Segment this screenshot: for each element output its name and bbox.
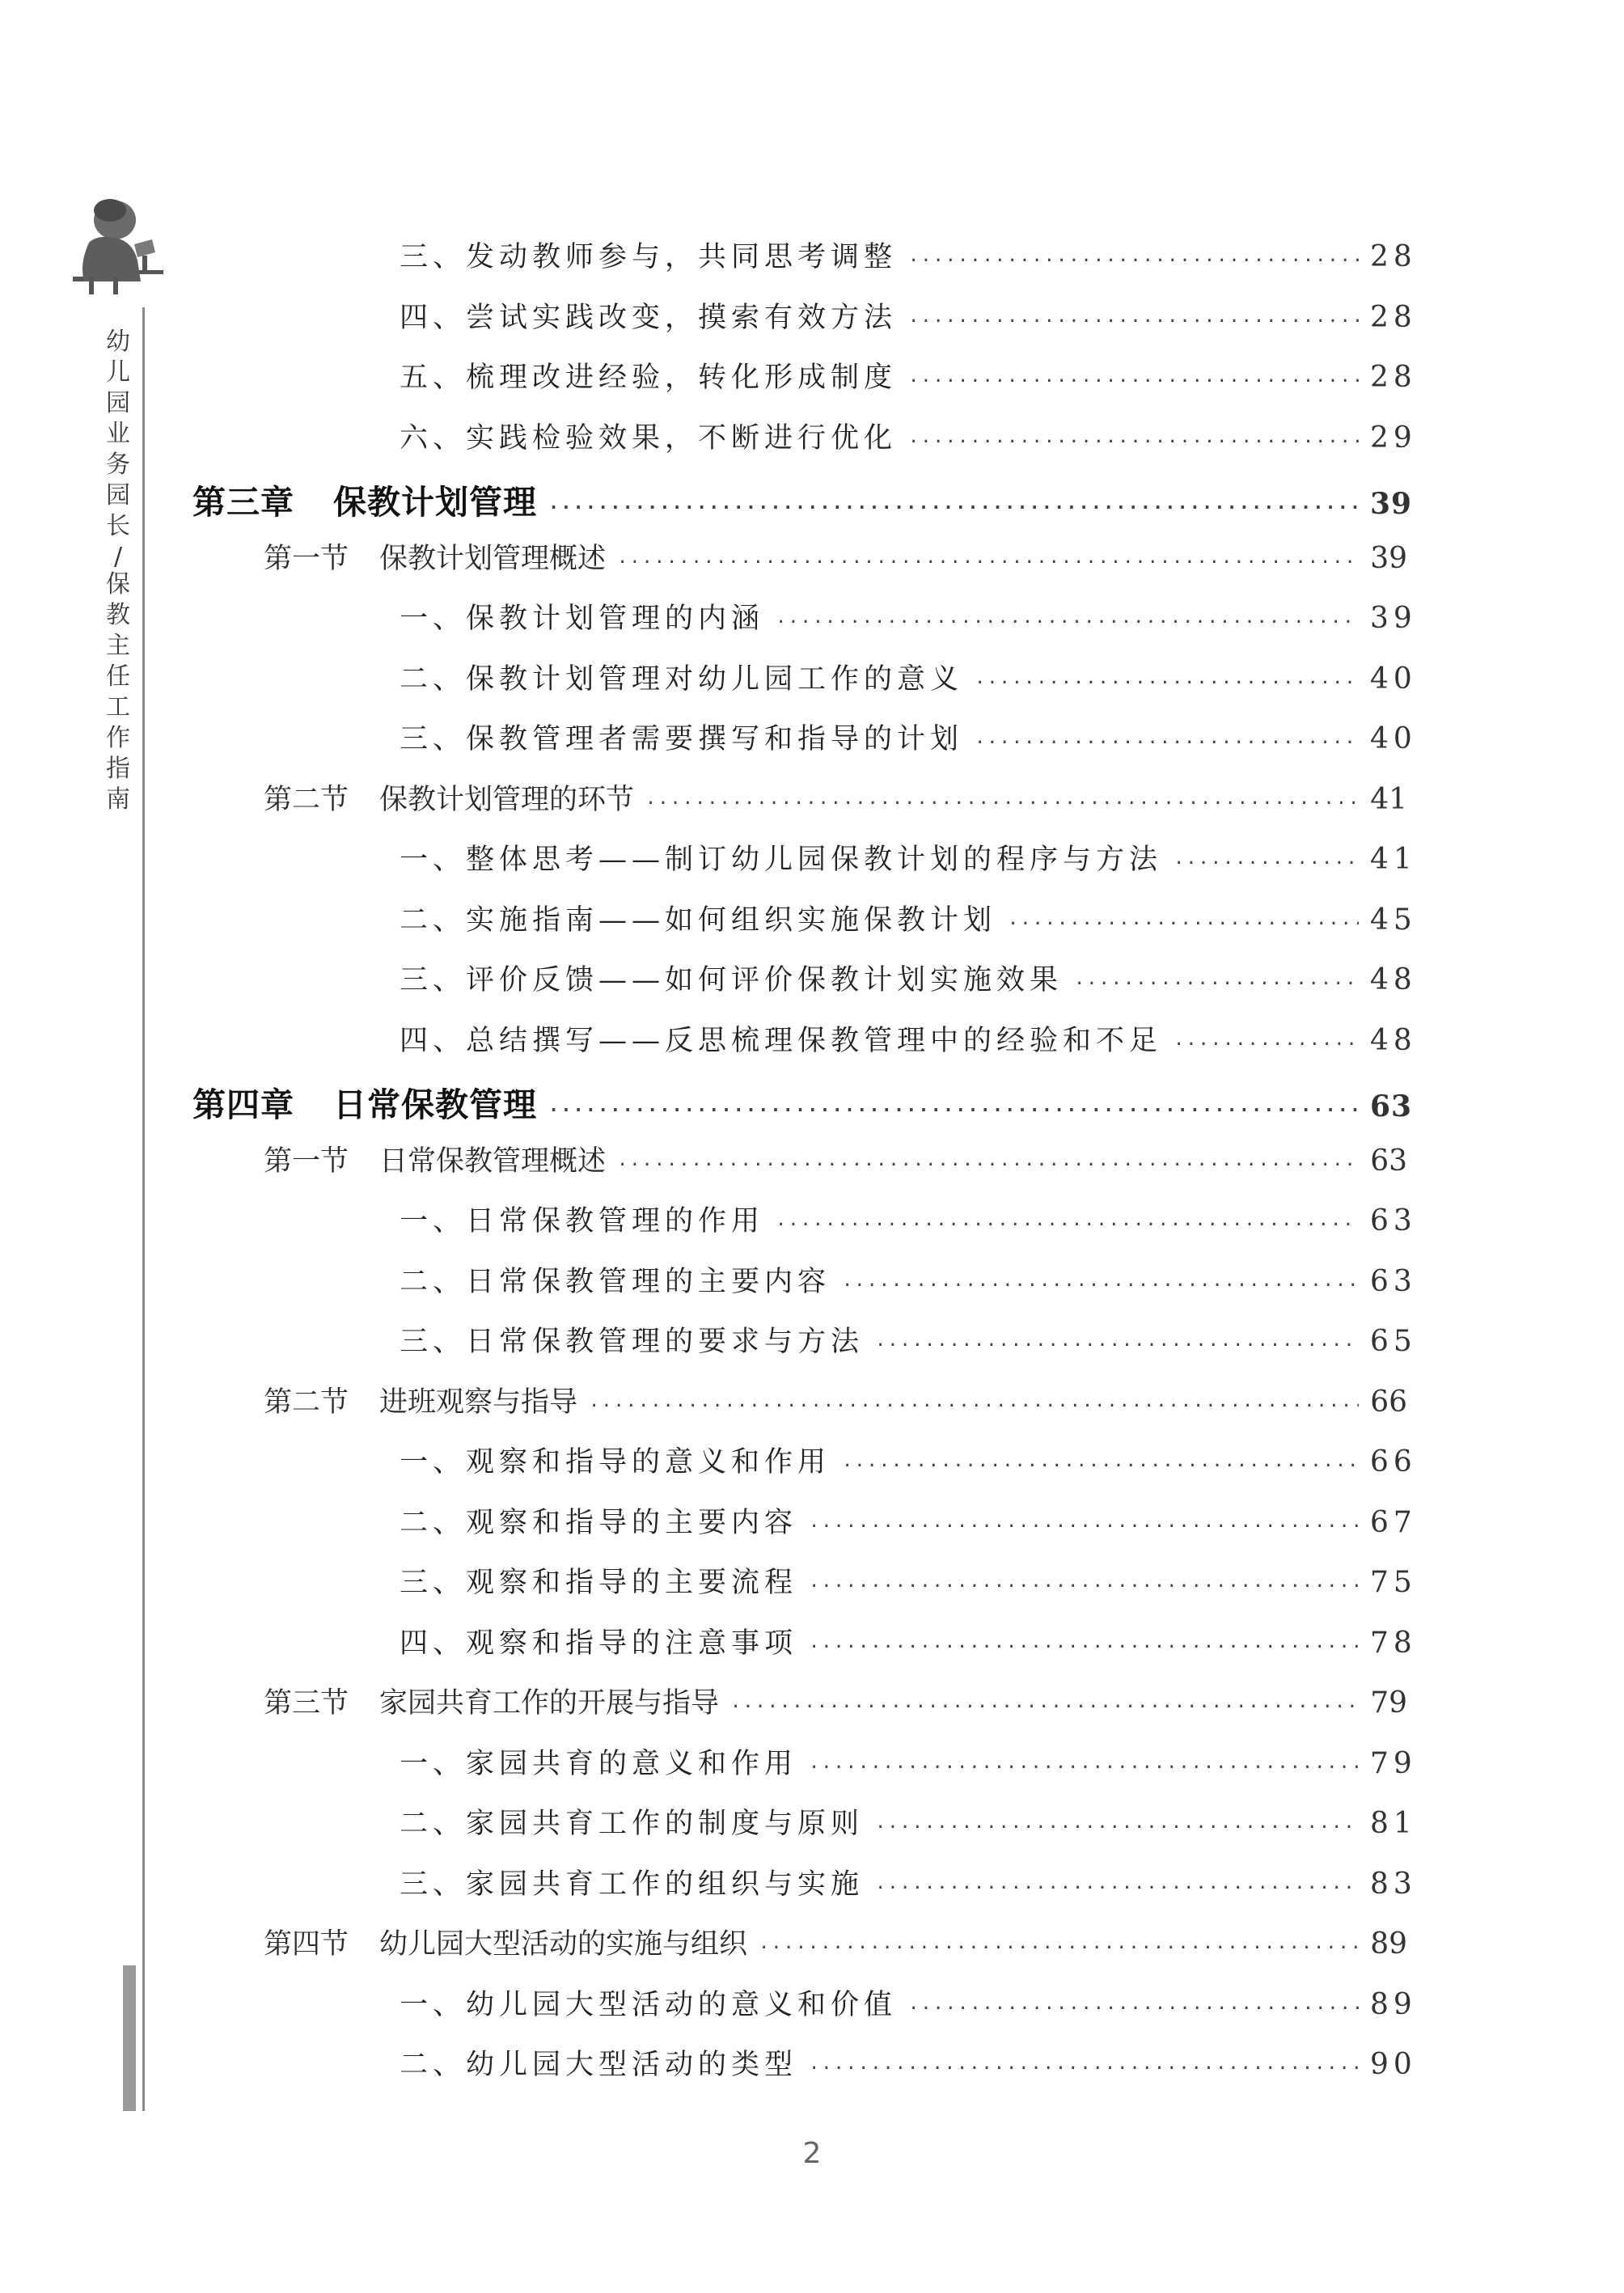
- toc-page-number: 78: [1370, 1626, 1417, 1660]
- toc-item-row[interactable]: [400, 2042, 1417, 2083]
- toc-entry-title: 四、总结撰写——反思梳理保教管理中的经验和不足: [400, 1024, 1163, 1057]
- side-title-char: 儿: [106, 358, 130, 387]
- toc-entry-label: [400, 2042, 797, 2083]
- toc-entry-label: [400, 1982, 897, 2023]
- toc-entry-title: 一、保教计划管理的内涵: [400, 603, 765, 635]
- toc-page-number: 48: [1370, 1023, 1417, 1057]
- toc-entry-number: 第一节: [264, 1144, 349, 1178]
- toc-entry-title: 四、尝试实践改变，摸索有效方法: [400, 301, 898, 334]
- dot-leader: [842, 1276, 1359, 1296]
- toc-entry-number: 第四节: [264, 1928, 349, 1961]
- dot-leader: [809, 1637, 1359, 1657]
- toc-entry-label: [400, 1440, 831, 1480]
- toc-entry-label: [400, 295, 897, 336]
- toc-entry-label: [400, 1862, 864, 1902]
- dot-leader: [730, 1697, 1359, 1717]
- toc-section-row[interactable]: [264, 777, 1407, 818]
- side-title-char: 园: [106, 389, 130, 417]
- toc-item-row[interactable]: [400, 235, 1417, 275]
- toc-page-number: 40: [1370, 722, 1417, 755]
- toc-page-number: 67: [1370, 1505, 1417, 1539]
- toc-entry-title: 一、家园共育的意义和作用: [400, 1747, 798, 1780]
- toc-entry-title: 二、保教计划管理对幼儿园工作的意义: [400, 662, 964, 696]
- toc-item-row[interactable]: [400, 416, 1417, 456]
- toc-entry-title: 三、观察和指导的主要流程: [400, 1567, 798, 1599]
- toc-item-row[interactable]: [400, 898, 1417, 938]
- toc-section-row[interactable]: [264, 1922, 1407, 1962]
- side-title-char: 工: [106, 693, 130, 721]
- toc-entry-label: [400, 837, 1162, 878]
- dot-leader: [589, 1396, 1359, 1416]
- toc-page-number: 39: [1370, 541, 1407, 575]
- dot-leader: [776, 1215, 1359, 1235]
- toc-entry-title: 一、日常保教管理的作用: [400, 1205, 765, 1237]
- dot-leader: [1174, 853, 1359, 874]
- toc-entry-label: [400, 958, 1063, 998]
- toc-page-number: 66: [1370, 1445, 1417, 1479]
- toc-entry-title: 一、观察和指导的意义和作用: [400, 1446, 831, 1479]
- toc-entry-title: 三、发动教师参与，共同思考调整: [400, 241, 898, 273]
- toc-entry-title: 保教计划管理: [333, 483, 537, 522]
- side-title-char: 园: [106, 481, 130, 510]
- toc-page-number: 89: [1370, 1927, 1407, 1961]
- toc-item-row[interactable]: [400, 1018, 1417, 1059]
- toc-section-row[interactable]: [264, 1681, 1407, 1721]
- dot-leader: [759, 1938, 1359, 1958]
- toc-item-row[interactable]: [400, 958, 1417, 998]
- dot-leader: [809, 2058, 1359, 2079]
- toc-item-row[interactable]: [400, 1741, 1417, 1782]
- toc-entry-label: [400, 1259, 831, 1300]
- toc-entry-label: [264, 1681, 719, 1721]
- toc-chapter-row[interactable]: [192, 476, 1413, 523]
- toc-entry-title: 日常保教管理: [333, 1085, 537, 1124]
- toc-entry-title: 六、实践检验效果，不断进行优化: [400, 421, 898, 455]
- toc-page-number: 66: [1370, 1385, 1407, 1419]
- toc-item-row[interactable]: [400, 1440, 1417, 1480]
- toc-item-row[interactable]: [400, 1862, 1417, 1902]
- toc-item-row[interactable]: [400, 596, 1417, 637]
- toc-page-number: 83: [1370, 1867, 1417, 1901]
- toc-page-number: 29: [1370, 421, 1417, 455]
- toc-entry-label: [192, 1078, 537, 1126]
- dot-leader: [908, 251, 1359, 271]
- reading-child-logo-icon: [65, 186, 170, 299]
- toc-item-row[interactable]: [400, 355, 1417, 396]
- toc-entry-label: [264, 536, 606, 577]
- dot-leader: [875, 1817, 1359, 1838]
- toc-entry-label: [400, 1199, 764, 1239]
- toc-entry-title: 三、保教管理者需要撰写和指导的计划: [400, 723, 964, 755]
- toc-entry-label: [400, 657, 963, 697]
- toc-entry-title: 日常保教管理概述: [379, 1144, 607, 1178]
- dot-leader: [548, 1101, 1359, 1121]
- toc-item-row[interactable]: [400, 1500, 1417, 1541]
- toc-entry-number: 第一节: [264, 542, 349, 575]
- toc-entry-title: 保教计划管理的环节: [379, 783, 635, 816]
- toc-entry-title: 三、日常保教管理的要求与方法: [400, 1326, 865, 1358]
- side-title-char: 作: [106, 724, 130, 752]
- toc-entry-title: 幼儿园大型活动的实施与组织: [379, 1928, 748, 1961]
- toc-entry-number: 第四章: [192, 1085, 294, 1124]
- page-number: 2: [802, 2137, 822, 2170]
- dot-leader: [1008, 914, 1359, 934]
- toc-entry-title: 保教计划管理概述: [379, 542, 607, 575]
- toc-entry-number: 第三章: [192, 483, 294, 522]
- dot-leader: [908, 432, 1359, 452]
- toc-entry-title: 三、评价反馈——如何评价保教计划实施效果: [400, 964, 1064, 996]
- toc-page-number: 28: [1370, 361, 1417, 394]
- toc-entry-label: [400, 355, 897, 396]
- side-title-char: 教: [106, 601, 130, 629]
- toc-page-number: 28: [1370, 240, 1417, 273]
- toc-entry-label: [264, 1139, 606, 1179]
- side-divider-line: [142, 307, 145, 2111]
- side-title-char: 指: [106, 755, 130, 783]
- toc-entry-title: 三、家园共育工作的组织与实施: [400, 1868, 865, 1901]
- toc-entry-number: 第二节: [264, 1386, 349, 1419]
- toc-entry-title: 家园共育工作的开展与指导: [379, 1687, 720, 1720]
- toc-entry-label: [400, 596, 764, 637]
- toc-entry-label: [264, 1380, 577, 1420]
- toc-entry-label: [400, 235, 897, 275]
- toc-item-row[interactable]: [400, 295, 1417, 336]
- side-title-char: 主: [106, 632, 130, 660]
- dot-leader: [908, 1999, 1359, 2019]
- toc-entry-title: 二、幼儿园大型活动的类型: [400, 2049, 798, 2081]
- toc-entry-title: 二、观察和指导的主要内容: [400, 1506, 798, 1539]
- side-title-char: 幼: [106, 328, 130, 356]
- side-title-char: 保: [106, 570, 130, 599]
- toc-entry-title: 一、幼儿园大型活动的意义和价值: [400, 1988, 898, 2021]
- toc-page-number: 65: [1370, 1325, 1417, 1358]
- dot-leader: [645, 793, 1359, 814]
- toc-section-row[interactable]: [264, 1139, 1407, 1179]
- toc-item-row[interactable]: [400, 657, 1417, 697]
- toc-item-row[interactable]: [400, 837, 1417, 878]
- toc-page-number: 89: [1370, 1987, 1417, 2021]
- toc-entry-label: [400, 1018, 1162, 1059]
- side-title-char: 南: [106, 785, 130, 814]
- side-title-char: 务: [106, 451, 130, 479]
- toc-item-row[interactable]: [400, 1982, 1417, 2023]
- toc-section-row[interactable]: [264, 1380, 1407, 1420]
- toc-entry-label: [192, 476, 537, 523]
- dot-leader: [975, 733, 1359, 753]
- toc-page-number: 39: [1370, 487, 1413, 521]
- toc-item-row[interactable]: [400, 1560, 1417, 1601]
- toc-page-number: 28: [1370, 300, 1417, 334]
- toc-page-number: 79: [1370, 1686, 1407, 1720]
- side-running-title: [102, 330, 134, 819]
- toc-entry-label: [400, 416, 897, 456]
- dot-leader: [1074, 974, 1359, 994]
- toc-entry-label: [400, 1741, 797, 1782]
- toc-entry-label: [264, 1922, 747, 1962]
- toc-page-number: 41: [1370, 843, 1417, 876]
- side-title-char: 业: [106, 420, 130, 448]
- dot-leader: [809, 1576, 1359, 1597]
- toc-entry-label: [400, 717, 963, 757]
- toc-entry-label: [400, 898, 996, 938]
- side-title-char: /: [113, 543, 123, 571]
- dot-leader: [617, 1155, 1359, 1175]
- toc-section-row[interactable]: [264, 536, 1407, 577]
- toc-entry-label: [400, 1560, 797, 1601]
- toc-entry-label: [400, 1801, 864, 1842]
- toc-entry-number: 第二节: [264, 783, 349, 816]
- toc-entry-label: [264, 777, 634, 818]
- toc-page-number: 90: [1370, 2048, 1417, 2081]
- dot-leader: [548, 498, 1359, 518]
- toc-entry-number: 第三节: [264, 1687, 349, 1720]
- toc-page-number: 63: [1370, 1204, 1417, 1237]
- toc-page-number: 63: [1370, 1089, 1413, 1123]
- side-title-char: 任: [106, 662, 130, 691]
- dot-leader: [617, 552, 1359, 573]
- dot-leader: [1174, 1034, 1359, 1055]
- toc-item-row[interactable]: [400, 1259, 1417, 1300]
- toc-entry-title: 二、家园共育工作的制度与原则: [400, 1808, 865, 1840]
- toc-page-number: 40: [1370, 662, 1417, 696]
- dot-leader: [809, 1517, 1359, 1537]
- toc-item-row[interactable]: [400, 717, 1417, 757]
- toc-entry-title: 二、实施指南——如何组织实施保教计划: [400, 903, 997, 937]
- toc-page-number: 63: [1370, 1264, 1417, 1298]
- toc-item-row[interactable]: [400, 1621, 1417, 1661]
- toc-entry-label: [400, 1621, 797, 1661]
- toc-page-number: 41: [1370, 782, 1407, 816]
- toc-page-number: 63: [1370, 1144, 1407, 1178]
- dot-leader: [842, 1456, 1359, 1476]
- toc-page-number: 81: [1370, 1807, 1417, 1840]
- toc-entry-title: 一、整体思考——制订幼儿园保教计划的程序与方法: [400, 844, 1163, 876]
- toc-entry-label: [400, 1500, 797, 1541]
- dot-leader: [809, 1758, 1359, 1778]
- toc-page-number: 79: [1370, 1746, 1417, 1780]
- dot-leader: [908, 311, 1359, 332]
- toc-page-number: 39: [1370, 602, 1417, 635]
- toc-entry-label: [400, 1319, 864, 1360]
- dot-leader: [875, 1335, 1359, 1356]
- toc-entry-title: 四、观察和指导的注意事项: [400, 1627, 798, 1660]
- dot-leader: [875, 1878, 1359, 1898]
- toc-page-number: 75: [1370, 1566, 1417, 1599]
- dot-leader: [908, 371, 1359, 391]
- toc-chapter-row[interactable]: [192, 1078, 1413, 1126]
- side-thumb-bar: [123, 1965, 136, 2111]
- toc-page-number: 48: [1370, 963, 1417, 996]
- dot-leader: [776, 612, 1359, 632]
- toc-item-row[interactable]: [400, 1319, 1417, 1360]
- toc-entry-title: 二、日常保教管理的主要内容: [400, 1265, 831, 1298]
- toc-item-row[interactable]: [400, 1801, 1417, 1842]
- toc-entry-title: 进班观察与指导: [379, 1386, 578, 1419]
- toc-item-row[interactable]: [400, 1199, 1417, 1239]
- side-title-char: 长: [106, 512, 130, 540]
- toc-entry-title: 五、梳理改进经验，转化形成制度: [400, 362, 898, 394]
- dot-leader: [975, 673, 1359, 693]
- toc-page-number: 45: [1370, 903, 1417, 937]
